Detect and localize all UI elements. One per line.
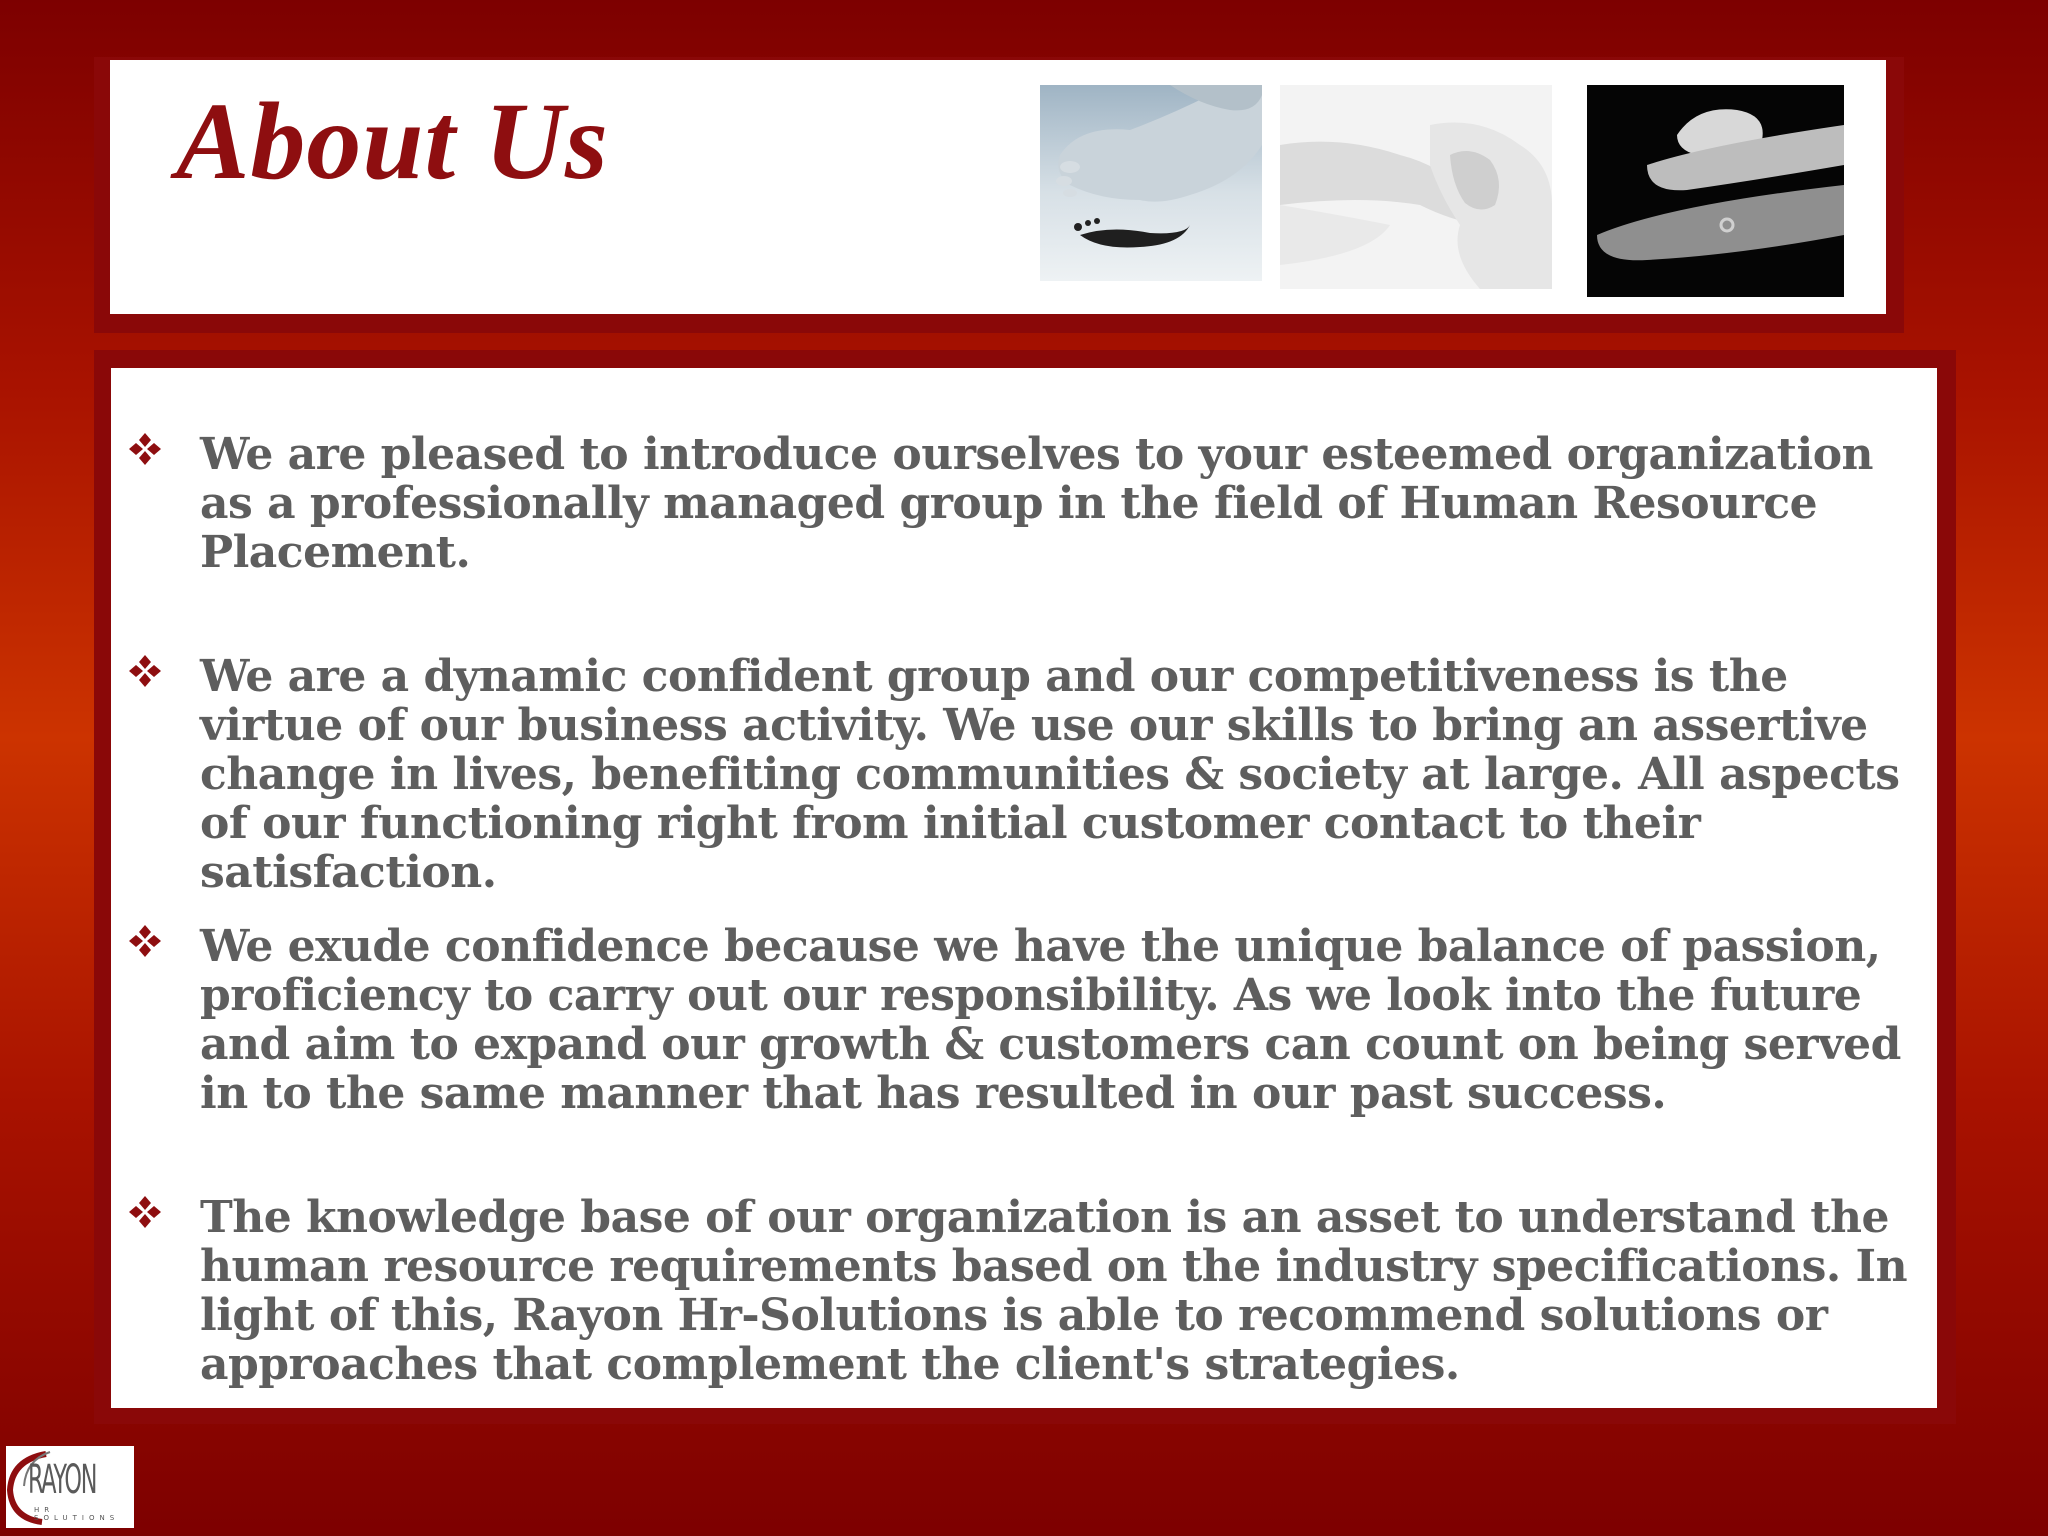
bullet-text: We are a dynamic confident group and our competitiveness is the virtue of our business activity. We use our skills to bring an assertive change in lives, benefiting communities & society at large. All aspects of our functioning right from initial customer contact to their satisfaction. [200, 651, 1900, 898]
hand-holding-baby-hand-photo [1280, 85, 1552, 289]
diamond-bullet-icon [128, 654, 162, 688]
bullet-text: The knowledge base of our organization is an asset to understand the human resource requirements based on the industry specifications. In light of this, Rayon Hr-Solutions is able to recommend solutions or approaches that complement the client's strategies. [200, 1192, 1908, 1390]
stacked-hands-photo [1587, 85, 1844, 297]
diamond-bullet-icon [128, 432, 162, 466]
bullet-text: We exude confidence because we have the unique balance of passion, proficiency to carry out our responsibility. As we look into the future and aim to expand our growth & customers can count on being served in to the same manner that has resulted in our past success. [200, 921, 1901, 1119]
company-logo [6, 1446, 134, 1528]
logo-tagline: HR SOLUTIONS [34, 1506, 120, 1522]
diamond-bullet-icon [128, 924, 162, 958]
logo-wordmark: RAYON [28, 1457, 97, 1503]
baby-foot-footprint-photo [1040, 85, 1262, 281]
slide-title: About Us [176, 80, 609, 202]
diamond-bullet-icon [128, 1195, 162, 1229]
bullet-text: We are pleased to introduce ourselves to your esteemed organization as a professionally managed group in the field of Human Resource Placement. [200, 429, 1874, 578]
